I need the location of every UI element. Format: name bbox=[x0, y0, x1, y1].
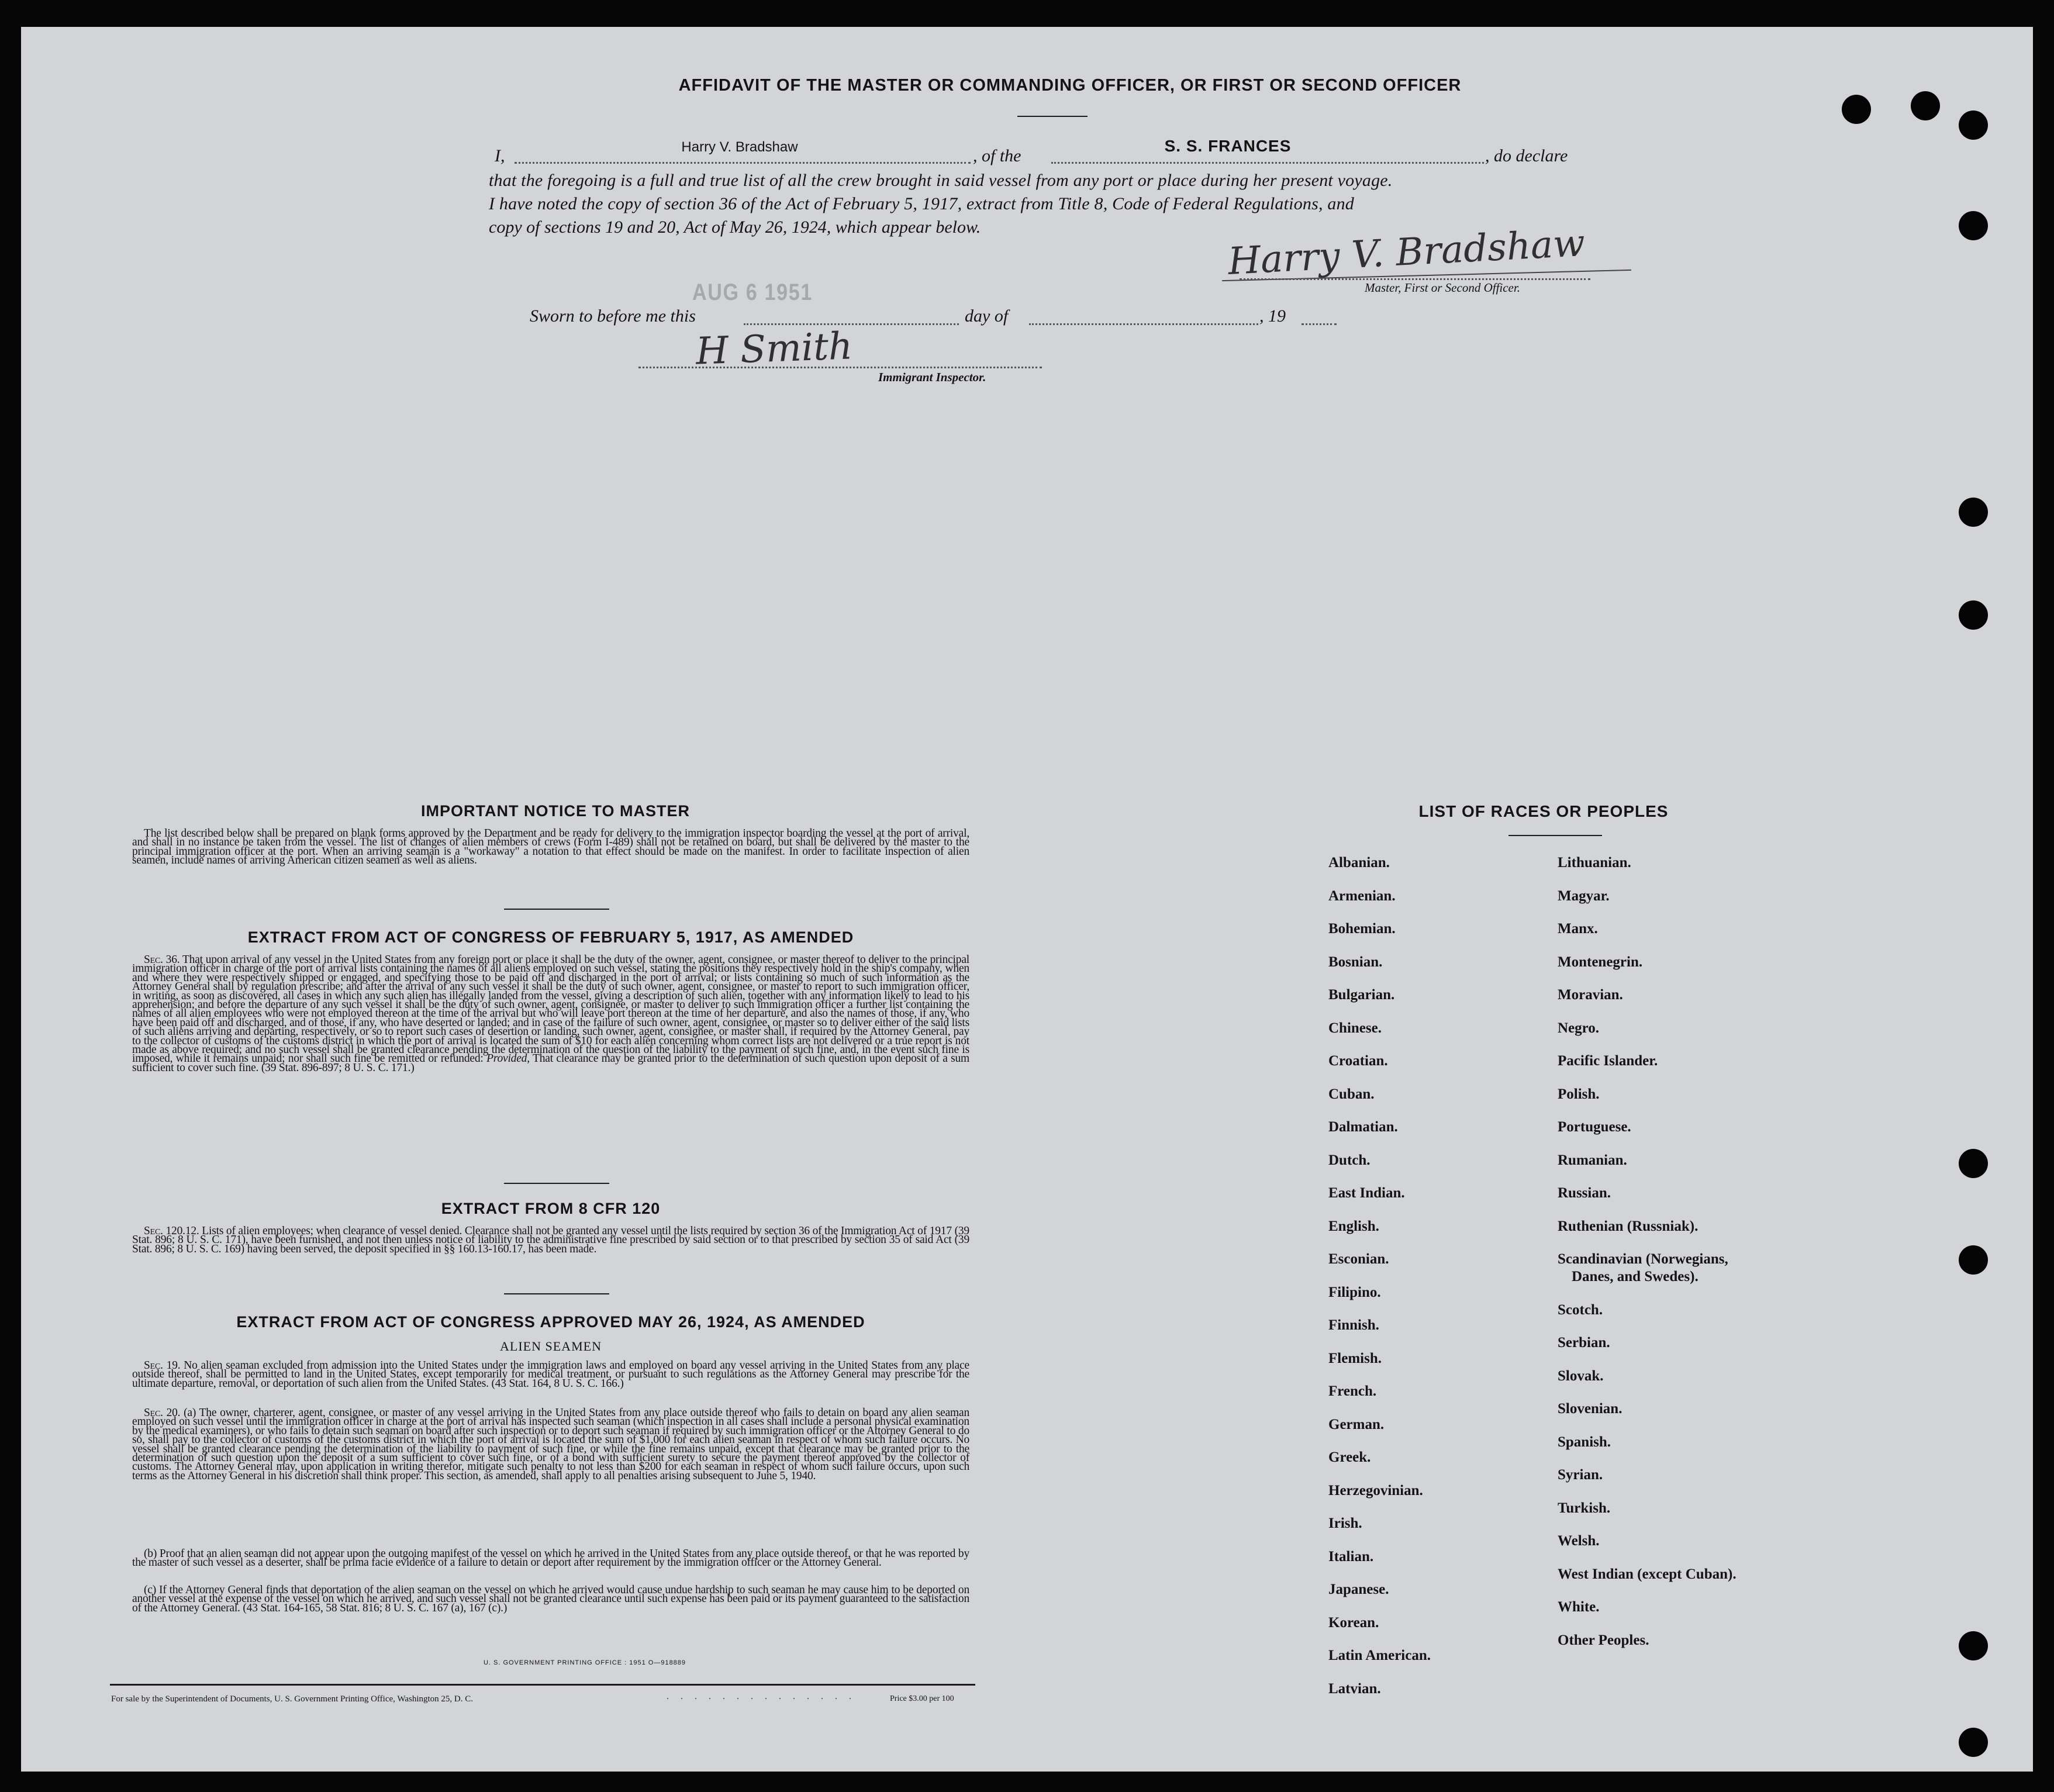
extract-cfr-divider bbox=[504, 1293, 609, 1294]
race-entry: Negro. bbox=[1558, 1020, 1600, 1036]
year-line bbox=[1302, 323, 1337, 325]
race-entry: Welsh. bbox=[1558, 1533, 1600, 1549]
race-entry: Polish. bbox=[1558, 1086, 1600, 1102]
printing-office-line: U. S. GOVERNMENT PRINTING OFFICE : 1951 O—918889 bbox=[483, 1659, 686, 1666]
sec-20b-text: (b) Proof that an alien seaman did not appear upon the outgoing manifest of the vessel on which he arrived in the United States from any place outside thereof, or that he was reported by the master of such vessel as a deserter, shall be prima facie evidence of a failure to detain or deport after requirement by the immigration officer or the Attorney General. bbox=[132, 1548, 969, 1569]
race-entry: Bulgarian. bbox=[1328, 987, 1395, 1003]
affidavit-line-4: copy of sections 19 and 20, Act of May 26, 1924, which appear below. bbox=[489, 217, 981, 237]
date-stamp: AUG 6 1951 bbox=[692, 279, 813, 305]
affidavit-line-3: I have noted the copy of section 36 of the Act of February 5, 1917, extract from Title 8, Code of Federal Regulations, and bbox=[489, 194, 1354, 213]
race-entry: Other Peoples. bbox=[1558, 1632, 1649, 1648]
race-entry: Scandinavian (Norwegians, bbox=[1558, 1251, 1728, 1267]
sec-36-body: That upon arrival of any vessel in the United States from any foreign port or place it shall be the duty of the owner, agent, consignee, or master thereof to deliver to the principal immigration officer in charge of the port of arrival lists containing the names of all aliens employed on such vessel, stating the positions they respectively hold in the ship's company, when and where they were respectively shipped or engaged, and specifying those to be paid off and discharged in the port of arrival; or lists containing so much of such information as the Attorney General shall by regulation prescribe; and after the arrival of any such vessel it shall be the duty of such owner, agent, consignee, or master to report to such immigration officer, in writing, as soon as discovered, all cases in which any such alien has illegally landed from the vessel, giving a description of such alien, together with any information likely to lead to his apprehension; and before the departure of any such vessel it shall be the duty of such owner, agent, consignee, or master to deliver to such immigration officer a further list containing the names of all alien employees who were not employed thereon at the time of the arrival but who will leave port thereon at the time of her departure, and also the names of those, if any, who have been paid off and discharged, and of those, if any, who have deserted or landed; and in case of the failure of such owner, agent, consignee, or master so to deliver either of the said lists of such aliens arriving and departing, respectively, or so to report such cases of desertion or landing, such owner, agent, consignee, or master shall, if required by the Attorney General, pay to the collector of customs of the customs district in which the port of arrival is located the sum of $10 for each alien concerning whom correct lists are not delivered or a true report is not made as above required; and no such vessel shall be granted clearance pending the determination of the question of the liability to the payment of such fine, and, in the event such fine is imposed, while it remains unpaid; nor shall such fine be remitted or refunded: bbox=[132, 954, 969, 1065]
vessel-name: S. S. FRANCES bbox=[1164, 137, 1292, 155]
affidavit-i: I, bbox=[495, 146, 505, 165]
document-page bbox=[21, 27, 2033, 1772]
title-divider bbox=[1017, 116, 1088, 117]
race-entry: Greek. bbox=[1328, 1449, 1371, 1465]
sworn-before-text: Sworn to before me this bbox=[530, 306, 696, 326]
race-entry: Herzegovinian. bbox=[1328, 1483, 1423, 1498]
race-entry: Bosnian. bbox=[1328, 954, 1383, 970]
inspector-line bbox=[638, 367, 1042, 368]
extract-1924-title: EXTRACT FROM ACT OF CONGRESS APPROVED MAY 26, 1924, AS AMENDED bbox=[236, 1313, 865, 1331]
alien-seamen-subtitle: ALIEN SEAMEN bbox=[500, 1339, 602, 1354]
races-divider bbox=[1508, 835, 1602, 836]
footer-rule bbox=[110, 1684, 975, 1686]
race-entry: Latvian. bbox=[1328, 1681, 1381, 1697]
race-entry: Spanish. bbox=[1558, 1434, 1611, 1450]
punch-hole-icon bbox=[1959, 111, 1988, 140]
race-entry: Scotch. bbox=[1558, 1302, 1603, 1318]
day-of-text: day of bbox=[965, 306, 1009, 326]
race-entry: Serbian. bbox=[1558, 1335, 1610, 1351]
provided-word: Provided, bbox=[486, 1052, 530, 1065]
punch-hole-icon bbox=[1959, 600, 1988, 630]
race-entry: Slovenian. bbox=[1558, 1401, 1623, 1417]
notice-title: IMPORTANT NOTICE TO MASTER bbox=[421, 802, 690, 820]
race-entry: Italian. bbox=[1328, 1549, 1374, 1565]
race-entry: Dutch. bbox=[1328, 1152, 1371, 1168]
race-entry: Croatian. bbox=[1328, 1053, 1388, 1069]
master-signature: Harry V. Bradshaw bbox=[1227, 222, 1586, 284]
year-prefix: , 19 bbox=[1259, 306, 1286, 326]
sec-20a-body: (a) The owner, charterer, agent, consignee, or master of any vessel arriving in the United States from any place outside thereof who fails to detain on board any alien seaman employed on such vessel until the immigration officer in charge at the port of arrival has inspected such seaman (which inspection in all cases shall include a personal physical examination by the medical examiners), or who fails to detain such seaman on board after such inspection or to deport such seaman if required by such immigration officer or the Attorney General to do so, shall pay to the collector of customs of the customs district in which the port of arrival is located the sum of $1,000 for each alien seaman in respect of whom such failure occurs. No vessel shall be granted clearance pending the determination of the liability to payment of such fine, or while the fine remains unpaid, except that clearance may be granted prior to the determination of such question upon the deposit of a sum sufficient to cover such fine, or of a bond with sufficient surety to secure the payment thereof approved by the collector of customs. The Attorney General may, upon application in writing therefor, mitigate such penalty to not less than $200 for each seaman in respect of whom such failure occurs, upon such terms as the Attorney General in his discretion shall think proper. This section, as amended, shall apply to all penalties arising subsequent to June 5, 1940. bbox=[132, 1407, 969, 1482]
race-entry: Montenegrin. bbox=[1558, 954, 1643, 970]
affidavit-line-2: that the foregoing is a full and true list of all the crew brought in said vessel from any port or place during her present voyage. bbox=[489, 171, 1393, 190]
extract-cfr-title: EXTRACT FROM 8 CFR 120 bbox=[441, 1200, 661, 1217]
inspector-signature: H Smith bbox=[695, 324, 854, 374]
races-title: LIST OF RACES OR PEOPLES bbox=[1418, 802, 1669, 820]
race-entry: Chinese. bbox=[1328, 1020, 1382, 1036]
race-entry: Manx. bbox=[1558, 921, 1598, 937]
sec-36-label: Sec. 36. bbox=[144, 954, 180, 966]
extract-1917-title: EXTRACT FROM ACT OF CONGRESS OF FEBRUARY 5, 1917, AS AMENDED bbox=[247, 928, 854, 946]
notice-text: The list described below shall be prepared on blank forms approved by the Department and be ready for delivery to the immigration inspector boarding the vessel at the port of arrival, and shall in no instance be taken from the vessel. The list of changes of alien members of crews (Form I-489) shall not be retained on board, but shall be delivered by the master to the principal immigration officer at the port. When an arriving seaman is a "workaway" a notation to that effect should be made on the manifest. In order to facilitate inspection of alien seamen, include names of arriving American citizen seamen as well as aliens. bbox=[132, 827, 969, 867]
race-entry: Moravian. bbox=[1558, 987, 1623, 1003]
footer-sale-text: For sale by the Superintendent of Documents, U. S. Government Printing Office, Washington 25, D. C. bbox=[111, 1694, 473, 1704]
vessel-line bbox=[1051, 162, 1484, 164]
race-entry: Irish. bbox=[1328, 1515, 1362, 1531]
punch-hole-icon bbox=[1959, 1631, 1988, 1660]
master-name: Harry V. Bradshaw bbox=[681, 139, 798, 155]
punch-hole-icon bbox=[1959, 1728, 1988, 1757]
race-entry: Danes, and Swedes). bbox=[1572, 1269, 1699, 1285]
race-entry: Korean. bbox=[1328, 1615, 1379, 1631]
footer-price: Price $3.00 per 100 bbox=[890, 1694, 954, 1703]
punch-hole-icon bbox=[1959, 211, 1988, 240]
race-entry: Cuban. bbox=[1328, 1086, 1375, 1102]
race-entry: Albanian. bbox=[1328, 855, 1390, 871]
race-entry: White. bbox=[1558, 1599, 1600, 1615]
notice-divider bbox=[504, 909, 609, 910]
race-entry: Finnish. bbox=[1328, 1317, 1379, 1333]
race-entry: Esconian. bbox=[1328, 1251, 1389, 1267]
punch-hole-icon bbox=[1842, 95, 1871, 124]
sworn-line-2 bbox=[1029, 323, 1258, 325]
race-entry: Magyar. bbox=[1558, 888, 1610, 904]
race-entry: Russian. bbox=[1558, 1185, 1611, 1201]
race-entry: Rumanian. bbox=[1558, 1152, 1627, 1168]
extract-1917-text bbox=[132, 955, 969, 1072]
race-entry: Slovak. bbox=[1558, 1368, 1604, 1384]
footer-leader: .............. bbox=[667, 1691, 863, 1701]
punch-hole-icon bbox=[1959, 1245, 1988, 1275]
name-line bbox=[515, 162, 971, 164]
race-entry: Ruthenian (Russniak). bbox=[1558, 1218, 1699, 1234]
affidavit-title: AFFIDAVIT OF THE MASTER OR COMMANDING OFFICER, OR FIRST OR SECOND OFFICER bbox=[678, 76, 1462, 95]
race-entry: Japanese. bbox=[1328, 1582, 1389, 1597]
race-entry: German. bbox=[1328, 1417, 1385, 1432]
sec-19-text bbox=[132, 1361, 969, 1388]
sec-20c-text: (c) If the Attorney General finds that deportation of the alien seaman on the vessel on which he arrived would cause undue hardship to such seaman he may cause him to be deported on another vessel at the expense of the vessel on which he arrived, and such vessel shall not be granted clearance until such expense has been paid or its payment guaranteed to the satisfaction of the Attorney General. (43 Stat. 164-165, 58 Stat. 816; 8 U. S. C. 167 (a), 167 (c).) bbox=[132, 1584, 969, 1614]
punch-hole-icon bbox=[1911, 91, 1940, 120]
signature-caption: Master, First or Second Officer. bbox=[1365, 281, 1520, 295]
race-entry: Filipino. bbox=[1328, 1285, 1381, 1300]
extract-cfr-text bbox=[132, 1227, 969, 1254]
race-entry: Dalmatian. bbox=[1328, 1119, 1398, 1135]
race-entry: Armenian. bbox=[1328, 888, 1396, 904]
sec-120-body: Lists of alien employees; when clearance of vessel denied. Clearance shall not be granted any vessel until the lists required by section 36 of the Immigration Act of 1917 (39 Stat. 896; 8 U. S. C. 171), have been furnished, and not then unless notice of liability to the administrative fine prescribed by said section or to that prescribed by section 35 of said Act (39 Stat. 896; 8 U. S. C. 169) having been served, the deposit specified in §§ 160.13-160.17, has been made. bbox=[132, 1225, 969, 1255]
inspector-caption: Immigrant Inspector. bbox=[878, 370, 986, 384]
sec-19-label: Sec. 19. bbox=[144, 1359, 181, 1372]
race-entry: Latin American. bbox=[1328, 1648, 1431, 1663]
race-entry: Pacific Islander. bbox=[1558, 1053, 1658, 1069]
punch-hole-icon bbox=[1959, 498, 1988, 527]
race-entry: Syrian. bbox=[1558, 1467, 1603, 1483]
extract-1917-divider bbox=[504, 1183, 609, 1184]
race-entry: Portuguese. bbox=[1558, 1119, 1631, 1135]
punch-hole-icon bbox=[1959, 1149, 1988, 1178]
race-entry: Turkish. bbox=[1558, 1500, 1611, 1516]
race-entry: East Indian. bbox=[1328, 1185, 1405, 1201]
sec-20-label: Sec. 20. bbox=[144, 1407, 181, 1419]
sec-19-body: No alien seaman excluded from admission into the United States under the immigration laws and employed on board any vessel arriving in the United States from any place outside thereof, shall be permitted to land in the United States, except temporarily for medical treatment, or pursuant to such regulations as the Attorney General may prescribe for the ultimate departure, removal, or deportation of such alien from the United States. (43 Stat. 164, 8 U. S. C. 166.) bbox=[132, 1359, 969, 1390]
of-the-text: , of the bbox=[973, 146, 1021, 165]
race-entry: French. bbox=[1328, 1383, 1377, 1399]
sec-36-end: That clearance may be granted prior to the determination of such question upon deposit of a sum sufficient to cover such fine. (39 Stat. 896-897; 8 U. S. C. 171.) bbox=[132, 1052, 970, 1074]
do-declare-text: , do declare bbox=[1485, 146, 1568, 165]
race-entry: Bohemian. bbox=[1328, 921, 1396, 937]
signature-line bbox=[1240, 278, 1590, 280]
race-entry: West Indian (except Cuban). bbox=[1558, 1566, 1737, 1582]
race-entry: English. bbox=[1328, 1218, 1379, 1234]
race-entry: Lithuanian. bbox=[1558, 855, 1631, 871]
race-entry: Flemish. bbox=[1328, 1351, 1382, 1366]
sec-120-label: Sec. 120.12. bbox=[144, 1225, 199, 1237]
sec-20a-text bbox=[132, 1408, 969, 1480]
